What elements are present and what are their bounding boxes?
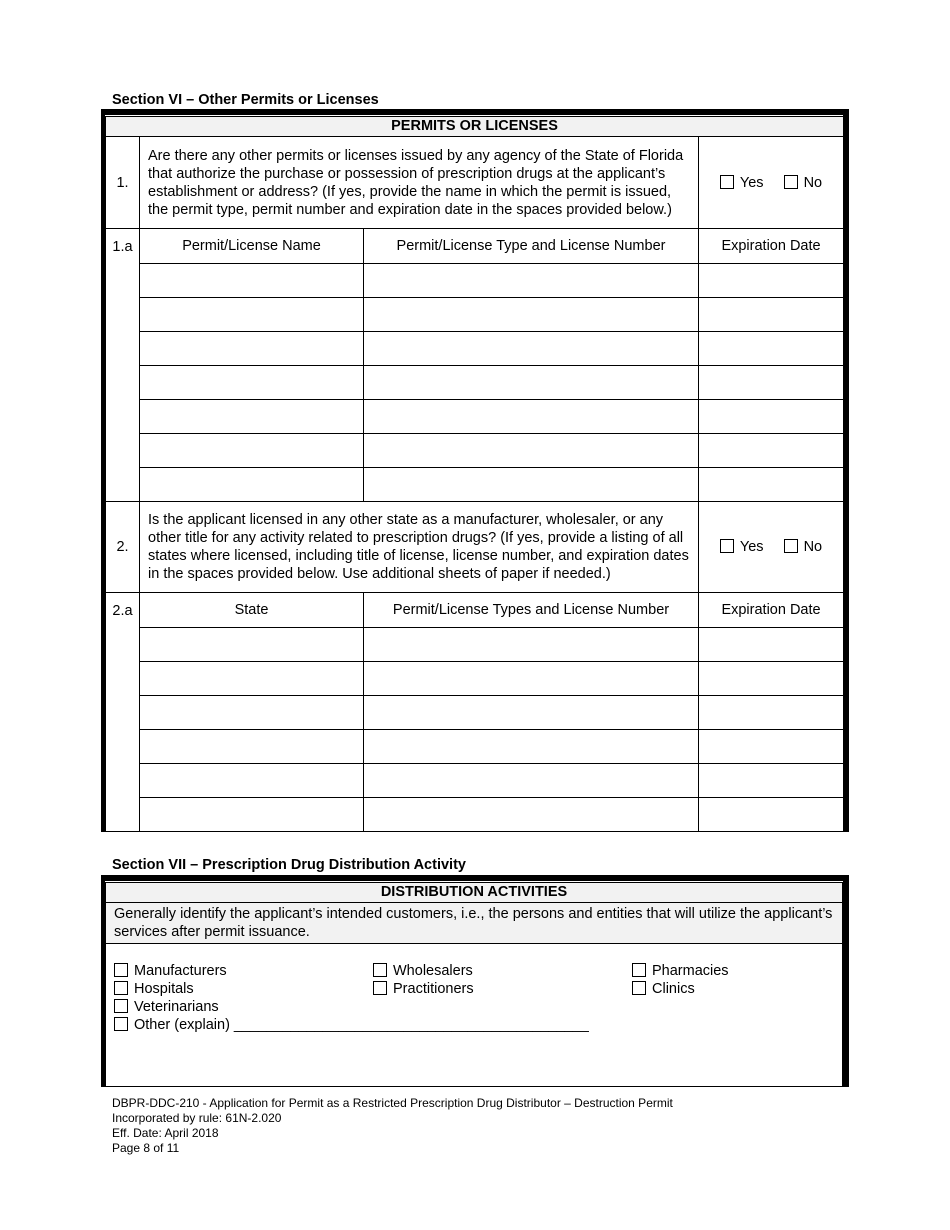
state-license-entry-row: [106, 764, 844, 798]
question-2-no-checkbox[interactable]: [784, 539, 798, 553]
state-license-type-cell[interactable]: [364, 662, 699, 696]
permits-grid: [105, 114, 844, 832]
permit-expiration-cell[interactable]: [699, 332, 844, 366]
option-veterinarians[interactable]: [114, 998, 219, 1016]
distribution-table-header: DISTRIBUTION ACTIVITIES: [106, 882, 843, 903]
permit-expiration-cell[interactable]: [699, 366, 844, 400]
state-license-type-cell[interactable]: [364, 764, 699, 798]
option-hospitals[interactable]: [114, 980, 194, 998]
state-license-expiration-cell[interactable]: [699, 662, 844, 696]
option-other[interactable]: [114, 1016, 589, 1034]
question-1-no-label: No: [803, 174, 823, 191]
other-label[interactable]: Other (explain) ____________________________________________: [134, 1017, 589, 1033]
option-clinics[interactable]: [632, 980, 695, 998]
state-license-expiration-cell[interactable]: [699, 798, 844, 832]
question-2-no-label: No: [803, 539, 823, 555]
state-cell[interactable]: [140, 628, 364, 662]
clinics-label: Clinics: [652, 981, 695, 997]
question-1-number: 1.: [106, 137, 140, 229]
question-2a-col-type: Permit/License Types and License Number: [364, 593, 699, 628]
practitioners-checkbox[interactable]: [373, 981, 387, 995]
footer-rule: Incorporated by rule: 61N-2.020: [112, 1111, 282, 1125]
state-cell[interactable]: [140, 662, 364, 696]
clinics-checkbox[interactable]: [632, 981, 646, 995]
question-2-no-option[interactable]: [784, 539, 823, 555]
permit-name-cell[interactable]: [140, 366, 364, 400]
permit-name-cell[interactable]: [140, 468, 364, 502]
permits-licenses-table: [101, 109, 849, 832]
question-1-yes-checkbox[interactable]: [720, 175, 734, 189]
state-license-type-cell[interactable]: [364, 628, 699, 662]
state-cell[interactable]: [140, 696, 364, 730]
question-1a-col-expiration: Expiration Date: [699, 229, 844, 264]
state-license-expiration-cell[interactable]: [699, 764, 844, 798]
permit-expiration-cell[interactable]: [699, 400, 844, 434]
permit-entry-row: [106, 468, 844, 502]
state-license-type-cell[interactable]: [364, 696, 699, 730]
permit-expiration-cell[interactable]: [699, 434, 844, 468]
section-vi-title: Section VI – Other Permits or Licenses: [112, 92, 379, 108]
footer-form-title: DBPR-DDC-210 - Application for Permit as a Restricted Prescription Drug Distributor – Destruction Permit: [112, 1096, 673, 1110]
state-license-type-cell[interactable]: [364, 730, 699, 764]
permit-entry-row: [106, 332, 844, 366]
hospitals-label: Hospitals: [134, 981, 194, 997]
question-1a-header-row: [106, 229, 844, 264]
state-cell[interactable]: [140, 730, 364, 764]
question-2-text: Is the applicant licensed in any other state as a manufacturer, wholesaler, or any other title for any activity related to prescription drugs? (If yes, provide a listing of all states where licensed, including title of license, license number, and expiration dates in the spaces provided below. Use additional sheets of paper if needed.): [140, 502, 699, 593]
state-license-entry-row: [106, 696, 844, 730]
permit-type-cell[interactable]: [364, 332, 699, 366]
question-1-no-option[interactable]: [784, 175, 823, 191]
option-wholesalers[interactable]: [373, 962, 473, 980]
permit-entry-row: [106, 298, 844, 332]
wholesalers-checkbox[interactable]: [373, 963, 387, 977]
distribution-description: Generally identify the applicant’s intended customers, i.e., the persons and entities that will utilize the applicant’s services after permit issuance.: [106, 903, 843, 944]
permit-entry-row: [106, 366, 844, 400]
permit-type-cell[interactable]: [364, 468, 699, 502]
permit-name-cell[interactable]: [140, 434, 364, 468]
state-license-expiration-cell[interactable]: [699, 696, 844, 730]
option-pharmacies[interactable]: [632, 962, 729, 980]
question-2a-number: 2.a: [106, 593, 140, 832]
permit-entry-row: [106, 400, 844, 434]
permit-expiration-cell[interactable]: [699, 264, 844, 298]
question-1a-number: 1.a: [106, 229, 140, 502]
option-manufacturers[interactable]: [114, 962, 227, 980]
footer-page-number: Page 8 of 11: [112, 1141, 180, 1155]
question-2-answer: [699, 502, 844, 593]
permit-entry-row: [106, 434, 844, 468]
question-2a-col-expiration: Expiration Date: [699, 593, 844, 628]
question-2a-header-row: [106, 593, 844, 628]
state-license-expiration-cell[interactable]: [699, 628, 844, 662]
permit-type-cell[interactable]: [364, 264, 699, 298]
option-practitioners[interactable]: [373, 980, 474, 998]
question-1-yes-label: Yes: [739, 174, 764, 191]
state-license-entry-row: [106, 730, 844, 764]
pharmacies-label: Pharmacies: [652, 963, 729, 979]
state-cell[interactable]: [140, 764, 364, 798]
wholesalers-label: Wholesalers: [393, 963, 473, 979]
state-license-type-cell[interactable]: [364, 798, 699, 832]
question-1-row: [106, 137, 844, 229]
hospitals-checkbox[interactable]: [114, 981, 128, 995]
permit-expiration-cell[interactable]: [699, 298, 844, 332]
footer-effective-date: Eff. Date: April 2018: [112, 1126, 219, 1140]
question-1-answer: [699, 137, 844, 229]
state-cell[interactable]: [140, 798, 364, 832]
permit-name-cell[interactable]: [140, 264, 364, 298]
question-2-yes-option[interactable]: [720, 539, 764, 555]
veterinarians-checkbox[interactable]: [114, 999, 128, 1013]
question-2a-col-state: State: [140, 593, 364, 628]
pharmacies-checkbox[interactable]: [632, 963, 646, 977]
manufacturers-checkbox[interactable]: [114, 963, 128, 977]
permit-name-cell[interactable]: [140, 400, 364, 434]
question-2-yes-label: Yes: [739, 539, 764, 555]
permit-entry-row: [106, 264, 844, 298]
permit-name-cell[interactable]: [140, 332, 364, 366]
state-license-expiration-cell[interactable]: [699, 730, 844, 764]
permit-name-cell[interactable]: [140, 298, 364, 332]
state-license-entry-row: [106, 798, 844, 832]
permit-type-cell[interactable]: [364, 400, 699, 434]
state-license-entry-row: [106, 628, 844, 662]
distribution-options: [106, 944, 843, 1087]
veterinarians-label: Veterinarians: [134, 999, 219, 1015]
other-checkbox[interactable]: [114, 1017, 128, 1031]
permit-type-cell[interactable]: [364, 366, 699, 400]
question-1a-col-name: Permit/License Name: [140, 229, 364, 264]
question-1a-col-type: Permit/License Type and License Number: [364, 229, 699, 264]
practitioners-label: Practitioners: [393, 981, 474, 997]
question-1-text: Are there any other permits or licenses issued by any agency of the State of Florida that authorize the purchase or possession of prescription drugs at the applicant’s establishment or address? (If yes, provide the name in which the permit is issued, the permit type, permit number and expiration date in the spaces provided below.): [140, 137, 699, 229]
question-1-yes-option[interactable]: [720, 175, 764, 191]
distribution-grid: [105, 880, 843, 1087]
question-2-number: 2.: [106, 502, 140, 593]
page-footer: [112, 1096, 673, 1156]
permit-type-cell[interactable]: [364, 298, 699, 332]
permits-table-header: PERMITS OR LICENSES: [106, 116, 844, 137]
manufacturers-label: Manufacturers: [134, 963, 227, 979]
permit-expiration-cell[interactable]: [699, 468, 844, 502]
state-license-entry-row: [106, 662, 844, 696]
section-vii-title: Section VII – Prescription Drug Distribution Activity: [112, 857, 466, 873]
permit-type-cell[interactable]: [364, 434, 699, 468]
question-2-row: [106, 502, 844, 593]
question-2-yes-checkbox[interactable]: [720, 539, 734, 553]
question-1-no-checkbox[interactable]: [784, 175, 798, 189]
distribution-activities-table: [101, 875, 849, 1087]
